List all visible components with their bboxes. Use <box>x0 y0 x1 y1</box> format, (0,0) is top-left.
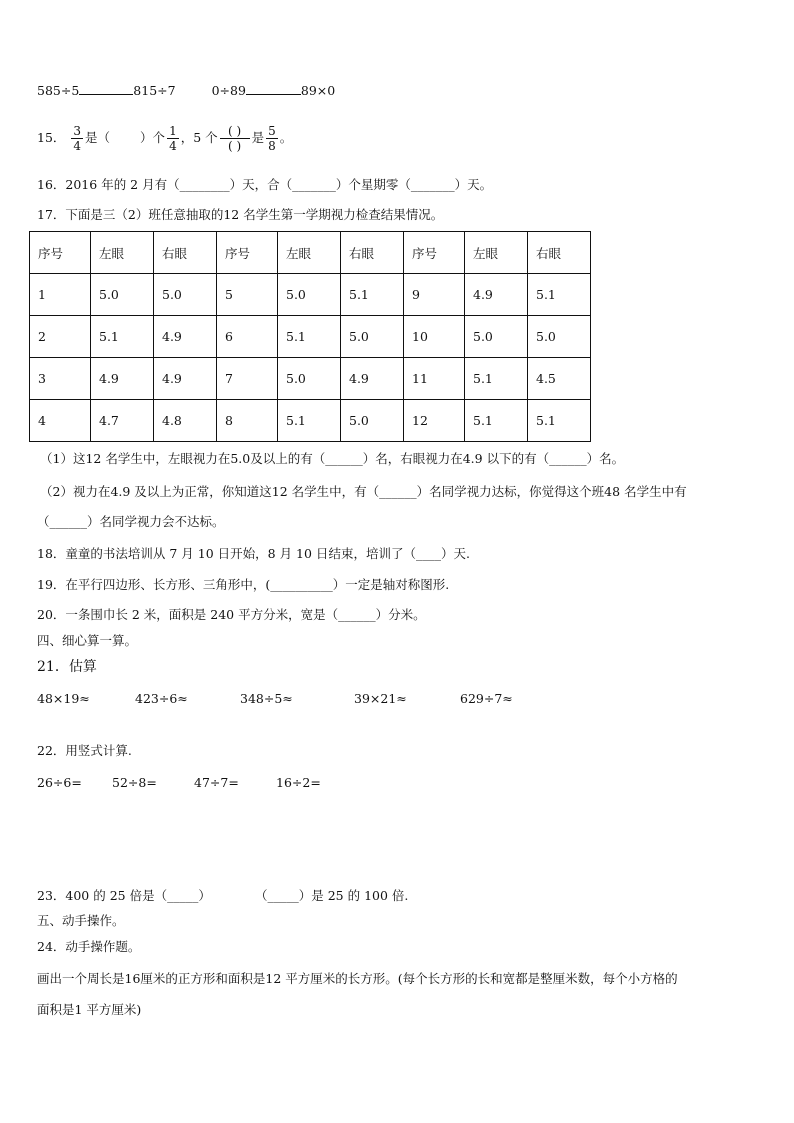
table-cell: 5.1 <box>91 316 154 358</box>
q15-fraction-3-4: $\frac{3}{4}$ <box>73 124 82 153</box>
q15-fraction-5-8: $\frac{5}{8}$ <box>268 124 276 153</box>
q15-text-1: 是（ <box>85 130 111 145</box>
table-cell: 7 <box>217 358 278 400</box>
table-cell: 1 <box>30 274 91 316</box>
table-header-cell: 左眼 <box>278 232 341 274</box>
q16: 16．2016 年的 2 月有（________）天，合（_______）个星期零（_______）天。 <box>37 177 493 192</box>
table-cell: 4.8 <box>154 400 217 442</box>
q14-blank-2[interactable] <box>246 82 301 95</box>
table-header-cell: 序号 <box>30 232 91 274</box>
table-cell: 2 <box>30 316 91 358</box>
q23 <box>37 887 408 905</box>
table-cell: 8 <box>217 400 278 442</box>
table-row <box>30 358 591 400</box>
table-cell: 5.0 <box>465 316 528 358</box>
table-cell: 4.7 <box>91 400 154 442</box>
table-cell: 4.9 <box>154 316 217 358</box>
table-header-cell: 右眼 <box>154 232 217 274</box>
q21-item: 423÷6≈ <box>135 691 188 706</box>
table-header-cell: 左眼 <box>465 232 528 274</box>
table-cell: 5 <box>217 274 278 316</box>
table-cell: 6 <box>217 316 278 358</box>
table-cell: 11 <box>404 358 465 400</box>
q15-text-5: 。 <box>279 130 293 145</box>
table-header-cell: 左眼 <box>91 232 154 274</box>
q15-text-2: ）个 <box>140 130 166 145</box>
table-cell: 5.1 <box>278 400 341 442</box>
q22-item: 52÷8= <box>112 775 157 790</box>
q17-sub2-line1: （2）视力在4.9 及以上为正常，你知道这12 名学生中，有（______）名同学视力达标，你觉得这个班48 名学生中有 <box>40 484 687 499</box>
q21-item: 48×19≈ <box>37 691 90 706</box>
q18: 18．童童的书法培训从 7 月 10 日开始，8 月 10 日结束，培训了（____）天. <box>37 546 470 561</box>
table-cell: 5.1 <box>341 274 404 316</box>
table-row <box>30 400 591 442</box>
q24-body-line2: 面积是1 平方厘米) <box>37 1002 142 1017</box>
section-4-heading: 四、细心算一算。 <box>37 633 138 648</box>
table-cell: 5.1 <box>528 274 591 316</box>
table-cell: 5.1 <box>278 316 341 358</box>
table-row <box>30 274 591 316</box>
vision-table <box>29 231 591 442</box>
q14-expr-a: 585÷5 <box>37 83 80 98</box>
table-header-cell: 序号 <box>404 232 465 274</box>
table-cell: 4.9 <box>465 274 528 316</box>
table-cell: 4.9 <box>341 358 404 400</box>
table-cell: 5.0 <box>91 274 154 316</box>
q22-items <box>37 774 321 792</box>
table-cell: 5.1 <box>465 400 528 442</box>
q21-items <box>37 690 513 708</box>
q21-item: 629÷7≈ <box>460 691 513 706</box>
q17-sub1: （1）这12 名学生中，左眼视力在5.0及以上的有（______）名，右眼视力在4.9 以下的有（______）名。 <box>40 451 625 466</box>
q22-item: 16÷2= <box>276 775 321 790</box>
table-cell: 5.0 <box>278 274 341 316</box>
q21-item: 39×21≈ <box>354 691 407 706</box>
table-header-cell: 序号 <box>217 232 278 274</box>
q21-title: 21．估算 <box>37 659 97 675</box>
table-cell: 12 <box>404 400 465 442</box>
q15 <box>37 118 292 158</box>
q24-body-line1: 画出一个周长是16厘米的正方形和面积是12 平方厘米的长方形。(每个长方形的长和宽都是整厘米数，每个小方格的 <box>37 971 678 986</box>
table-cell: 4 <box>30 400 91 442</box>
table-cell: 3 <box>30 358 91 400</box>
q17-sub2-line2: （______）名同学视力会不达标。 <box>37 514 225 529</box>
section-5-heading: 五、动手操作。 <box>37 913 125 928</box>
q19: 19．在平行四边形、长方形、三角形中，(__________）一定是轴对称图形. <box>37 577 450 592</box>
table-cell: 5.1 <box>528 400 591 442</box>
q23-part-a: 23．400 的 25 倍是（_____） <box>37 888 211 903</box>
q14-continuation <box>37 82 335 100</box>
table-header-cell: 右眼 <box>528 232 591 274</box>
q24-title: 24．动手操作题。 <box>37 939 141 954</box>
table-cell: 5.1 <box>465 358 528 400</box>
table-header-cell: 右眼 <box>341 232 404 274</box>
table-header-row <box>30 232 591 274</box>
q15-fraction-1-4: $\frac{1}{4}$ <box>169 124 177 153</box>
q23-part-b: （_____）是 25 的 100 倍. <box>255 888 409 903</box>
q14-expr-d: 89×0 <box>300 83 336 98</box>
q22-item: 47÷7= <box>194 775 239 790</box>
table-cell: 5.0 <box>278 358 341 400</box>
q15-fraction-blank[interactable]: $\frac{( )}{( )}$ <box>220 124 250 153</box>
q15-text-3: ，5 个 <box>180 130 218 145</box>
q22-title: 22．用竖式计算. <box>37 743 132 758</box>
table-cell: 4.9 <box>154 358 217 400</box>
table-cell: 5.0 <box>528 316 591 358</box>
q14-expr-b: 815÷7 <box>133 83 176 98</box>
table-cell: 5.0 <box>154 274 217 316</box>
table-cell: 4.5 <box>528 358 591 400</box>
q21-item: 348÷5≈ <box>240 691 293 706</box>
table-row <box>30 316 591 358</box>
q14-expr-c: 0÷89 <box>211 83 246 98</box>
q15-text-4: 是 <box>251 130 265 145</box>
q14-blank-1[interactable] <box>79 82 133 95</box>
q22-item: 26÷6= <box>37 775 82 790</box>
q15-number: 15． <box>37 130 66 145</box>
q17-prompt: 17．下面是三（2）班任意抽取的12 名学生第一学期视力检查结果情况。 <box>37 207 444 222</box>
table-cell: 5.0 <box>341 400 404 442</box>
table-cell: 5.0 <box>341 316 404 358</box>
q20: 20．一条围巾长 2 米，面积是 240 平方分米，宽是（______）分米。 <box>37 607 426 622</box>
table-cell: 4.9 <box>91 358 154 400</box>
table-cell: 9 <box>404 274 465 316</box>
table-cell: 10 <box>404 316 465 358</box>
